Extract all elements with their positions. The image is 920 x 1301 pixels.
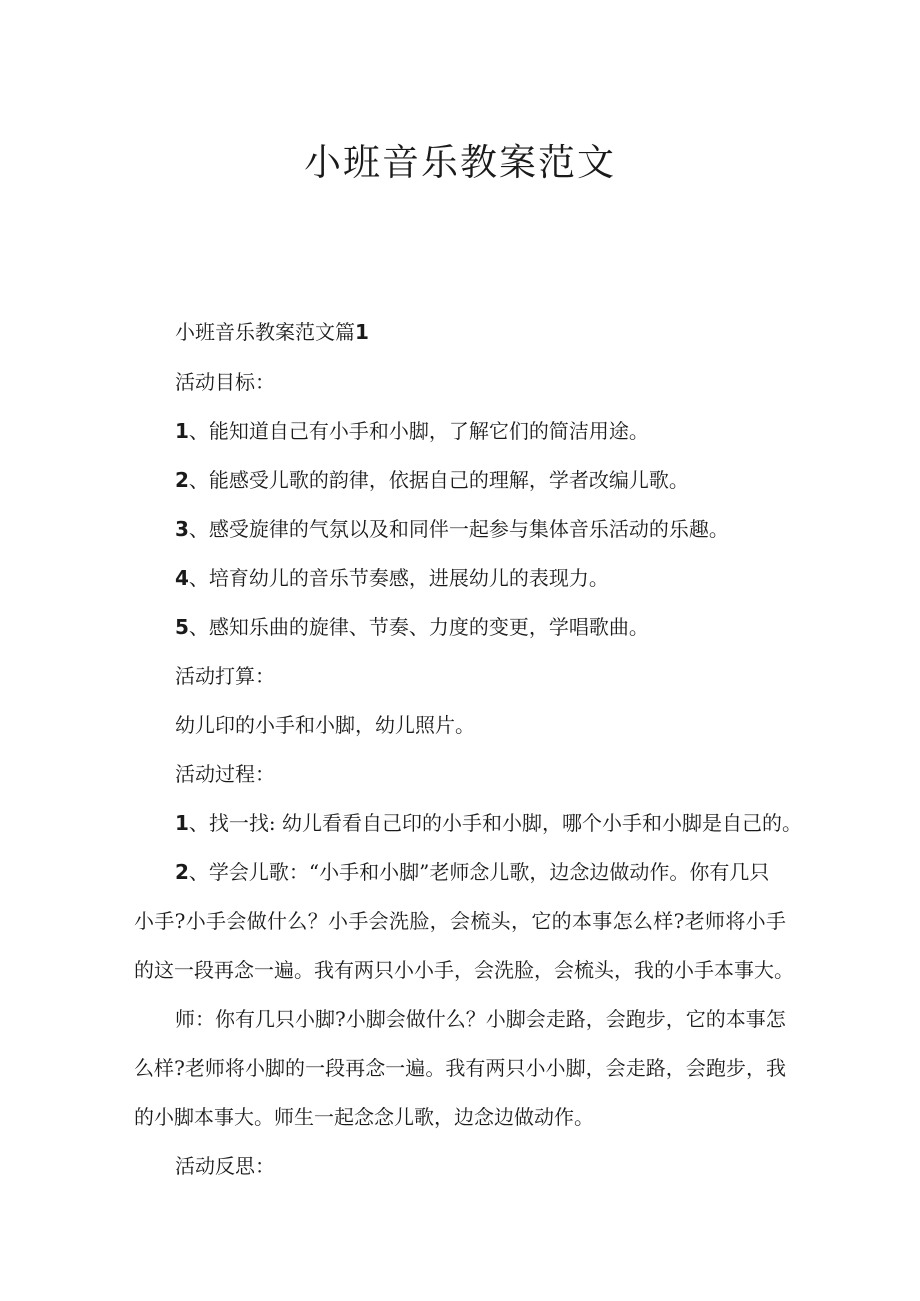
prep-text: 幼儿印的小手和小脚，幼儿照片。 bbox=[175, 713, 475, 737]
paragraph-line: 的这一段再念一遍。我有两只小小手，会洗脸，会梳头，我的小手本事大。 bbox=[134, 958, 794, 982]
reflection-label: 活动反思： bbox=[175, 1154, 275, 1178]
goal-text: 、能感受儿歌的韵律，依据自己的理解，学者改编儿歌。 bbox=[188, 468, 689, 492]
process-step-2 bbox=[175, 860, 769, 884]
goal-number: 5 bbox=[175, 615, 189, 639]
goal-number: 2 bbox=[175, 468, 189, 492]
goal-item bbox=[175, 615, 649, 639]
goal-item bbox=[175, 419, 649, 443]
paragraph-line: 小手?小手会做什么？小手会洗脸，会梳头，它的本事怎么样?老师将小手 bbox=[134, 909, 786, 933]
goal-number: 1 bbox=[175, 419, 189, 443]
step-number: 2 bbox=[175, 860, 189, 884]
goal-text: 、感知乐曲的旋律、节奏、力度的变更，学唱歌曲。 bbox=[188, 615, 649, 639]
goal-text: 、能知道自己有小手和小脚，了解它们的简洁用途。 bbox=[188, 419, 649, 443]
paragraph-line: 师：你有几只小脚?小脚会做什么？小脚会走路，会跑步，它的本事怎 bbox=[175, 1007, 786, 1031]
goal-item bbox=[175, 566, 609, 590]
process-label: 活动过程： bbox=[175, 762, 275, 786]
goal-item bbox=[175, 517, 729, 541]
paragraph-line: 么样?老师将小脚的一段再念一遍。我有两只小小脚，会走路，会跑步，我 bbox=[134, 1056, 786, 1080]
goal-number: 4 bbox=[175, 566, 189, 590]
process-step-1 bbox=[175, 811, 802, 835]
step-number: 1 bbox=[175, 811, 189, 835]
section-heading bbox=[175, 320, 369, 344]
goal-number: 3 bbox=[175, 517, 189, 541]
paragraph-line: 的小脚本事大。师生一起念念儿歌，边念边做动作。 bbox=[134, 1105, 594, 1129]
section-heading-text: 小班音乐教案范文篇 bbox=[175, 320, 355, 344]
goals-label: 活动目标： bbox=[175, 370, 275, 394]
goal-text: 、感受旋律的气氛以及和同伴一起参与集体音乐活动的乐趣。 bbox=[188, 517, 729, 541]
section-heading-number: 1 bbox=[355, 320, 369, 344]
step-text: 、找一找: 幼儿看看自己印的小手和小脚，哪个小手和小脚是自己的。 bbox=[188, 811, 803, 835]
step-text: 、学会儿歌：“小手和小脚”老师念儿歌，边念边做动作。你有几只 bbox=[188, 860, 770, 884]
document-title: 小班音乐教案范文 bbox=[304, 141, 616, 184]
goal-item bbox=[175, 468, 689, 492]
goal-text: 、培育幼儿的音乐节奏感，进展幼儿的表现力。 bbox=[188, 566, 609, 590]
prep-label: 活动打算： bbox=[175, 664, 275, 688]
